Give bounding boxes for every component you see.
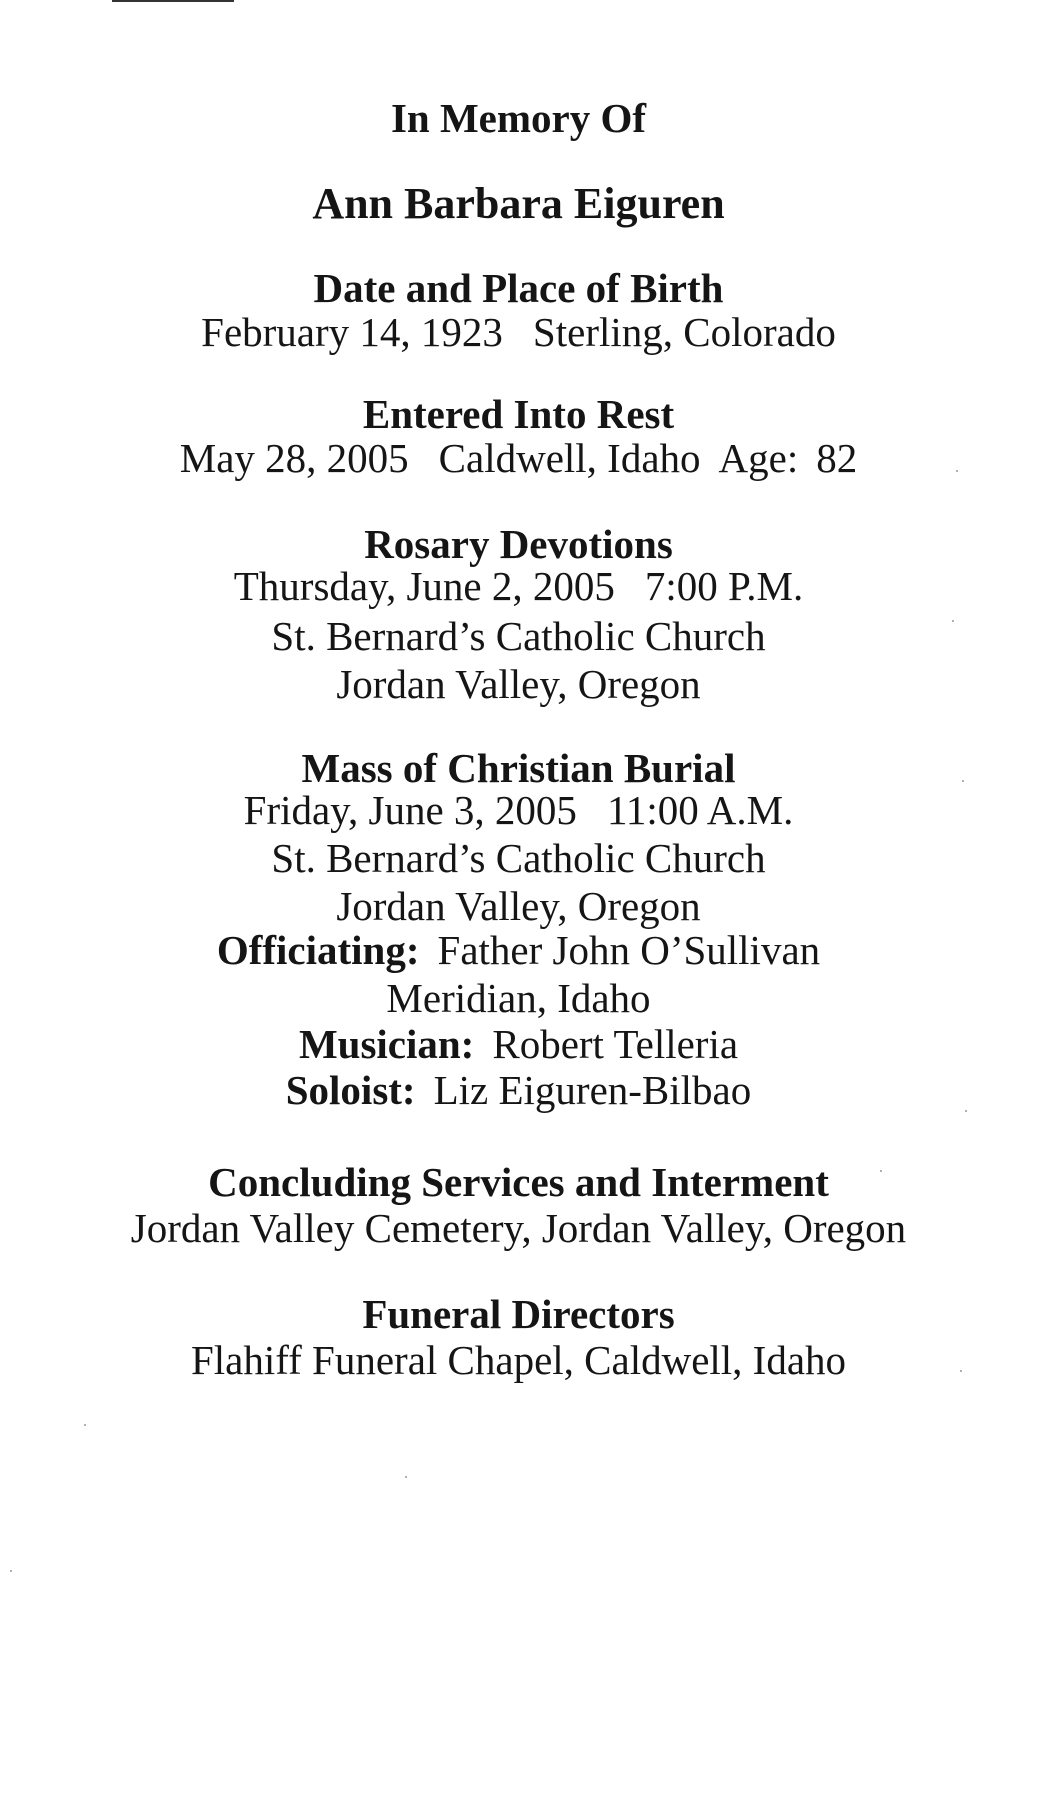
- birth-date: February 14, 1923: [201, 309, 503, 355]
- scan-speck: [965, 1110, 967, 1112]
- directors-heading: Funeral Directors: [362, 1291, 675, 1337]
- rosary-heading: Rosary Devotions: [364, 521, 673, 567]
- mass-time: 11:00 A.M.: [606, 787, 794, 833]
- rest-details: [0, 435, 1037, 481]
- directors-name: Flahiff Funeral Chapel, Caldwell, Idaho: [190, 1337, 847, 1383]
- mass-date: Friday, June 3, 2005: [243, 787, 577, 833]
- officiating-label: Officiating:: [216, 927, 420, 973]
- rest-date: May 28, 2005: [179, 435, 409, 481]
- soloist-label: Soloist:: [285, 1067, 416, 1113]
- rosary-date: Thursday, June 2, 2005: [233, 563, 615, 609]
- scan-speck: [952, 620, 954, 622]
- rosary-datetime: [0, 563, 1037, 609]
- scan-speck: [962, 780, 964, 782]
- scan-speck: [960, 1370, 962, 1372]
- interment-location: Jordan Valley Cemetery, Jordan Valley, Oregon: [130, 1205, 907, 1251]
- rosary-location: Jordan Valley, Oregon: [336, 661, 701, 707]
- officiating-location: Meridian, Idaho: [386, 975, 651, 1021]
- musician-line: [0, 1021, 1037, 1067]
- scan-speck: [84, 1424, 86, 1426]
- musician-label: Musician:: [298, 1021, 475, 1067]
- scan-speck: [956, 470, 958, 472]
- memorial-title: In Memory Of: [390, 95, 647, 141]
- rosary-time: 7:00 P.M.: [644, 563, 804, 609]
- soloist-line: [0, 1067, 1037, 1113]
- rest-heading: Entered Into Rest: [362, 391, 675, 437]
- rest-place: Caldwell, Idaho: [438, 435, 701, 481]
- rosary-church: St. Bernard’s Catholic Church: [271, 613, 766, 659]
- age-value: 82: [816, 435, 858, 481]
- scan-speck: [10, 1570, 12, 1572]
- officiating-name: Father John O’Sullivan: [437, 927, 821, 973]
- officiating-line: [0, 927, 1037, 973]
- birth-details: [0, 309, 1037, 355]
- interment-heading: Concluding Services and Interment: [208, 1159, 829, 1205]
- age-label: Age:: [718, 435, 799, 481]
- scan-speck: [405, 1476, 407, 1478]
- birth-heading: Date and Place of Birth: [313, 265, 724, 311]
- scan-speck: [880, 1170, 882, 1172]
- mass-datetime: [0, 787, 1037, 833]
- deceased-name: Ann Barbara Eiguren: [312, 179, 725, 228]
- soloist-name: Liz Eiguren-Bilbao: [433, 1067, 752, 1113]
- mass-heading: Mass of Christian Burial: [301, 745, 736, 791]
- scan-edge-mark: [112, 0, 234, 2]
- musician-name: Robert Telleria: [492, 1021, 739, 1067]
- mass-church: St. Bernard’s Catholic Church: [271, 835, 766, 881]
- mass-location: Jordan Valley, Oregon: [336, 883, 701, 929]
- birth-place: Sterling, Colorado: [532, 309, 836, 355]
